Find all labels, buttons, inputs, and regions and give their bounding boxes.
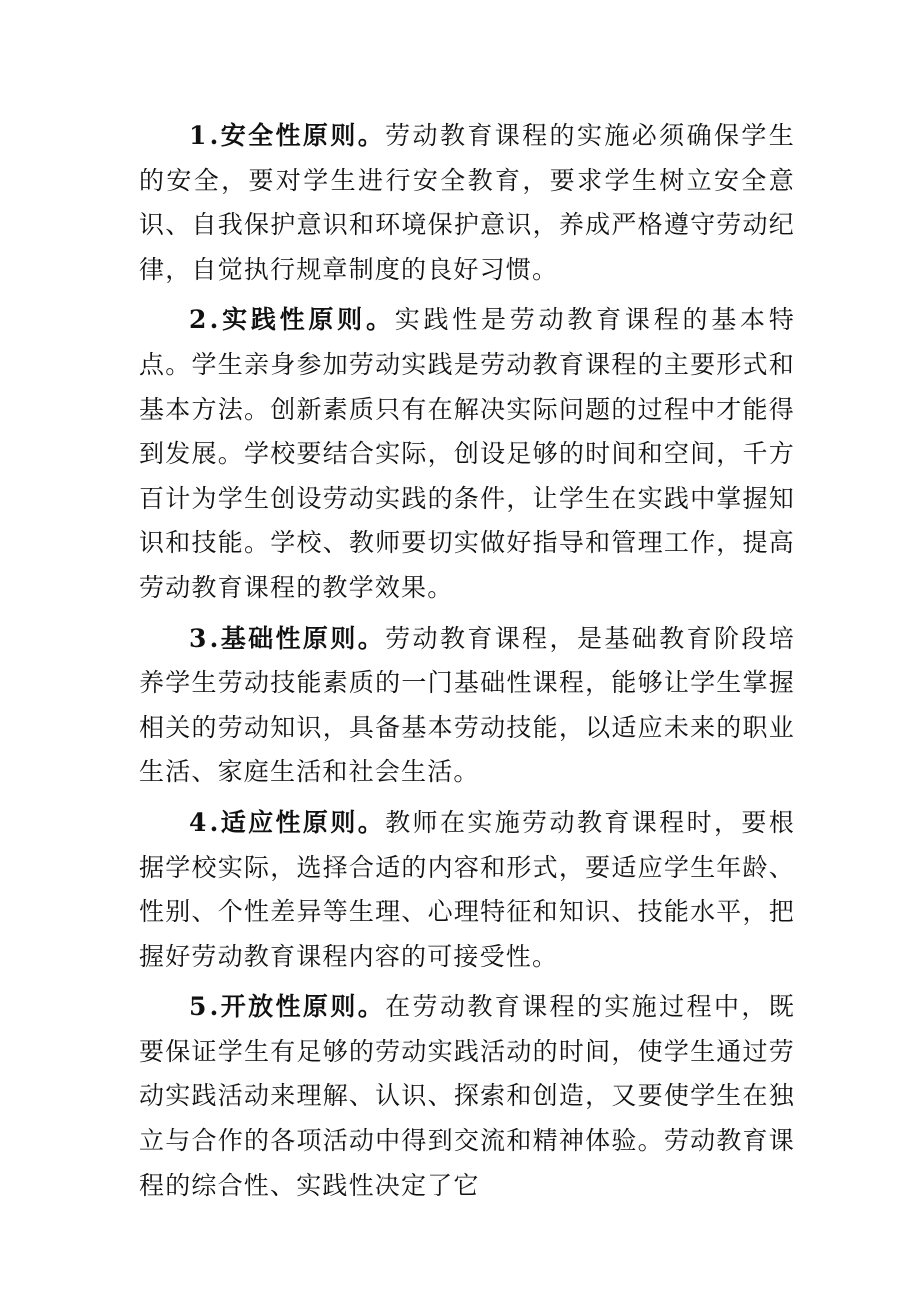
principle-number: 3 xyxy=(189,623,208,653)
principle-paragraph-3 xyxy=(139,617,795,795)
principle-body: 劳动教育课程的实施必须确保学生的安全，要对学生进行安全教育，要求学生树立安全意识、自我保护意识和环境保护意识，养成严格遵守劳动纪律，自觉执行规章制度的良好习惯。 xyxy=(139,121,795,284)
principle-number: 1 xyxy=(189,121,208,150)
principle-number: 2 xyxy=(189,305,208,335)
principle-body: 劳动教育课程，是基础教育阶段培养学生劳动技能素质的一门基础性课程，能够让学生掌握相关的劳动知识，具备基本劳动技能，以适应未来的职业生活、家庭生活和社会生活。 xyxy=(139,623,795,787)
principle-heading: .开放性原则。 xyxy=(209,992,386,1022)
document-page xyxy=(139,114,795,1214)
principle-number: 4 xyxy=(189,807,208,837)
principle-paragraph-2 xyxy=(139,298,795,610)
principle-number: 5 xyxy=(189,992,208,1022)
principle-paragraph-1 xyxy=(139,114,795,292)
principle-paragraph-5 xyxy=(139,985,795,1208)
principle-heading: .基础性原则。 xyxy=(209,623,386,653)
principle-heading: .安全性原则。 xyxy=(209,121,386,150)
principle-body: 教师在实施劳动教育课程时，要根据学校实际，选择合适的内容和形式，要适应学生年龄、性别、个性差异等生理、心理特征和知识、技能水平，把握好劳动教育课程内容的可接受性。 xyxy=(139,807,795,971)
principle-body: 实践性是劳动教育课程的基本特点。学生亲身参加劳动实践是劳动教育课程的主要形式和基本方法。创新素质只有在解决实际问题的过程中才能得到发展。学校要结合实际，创设足够的时间和空间，千方百计为学生创设劳动实践的条件，让学生在实践中掌握知识和技能。学校、教师要切实做好指导和管理工作，提高劳动教育课程的教学效果。 xyxy=(139,305,795,602)
principle-paragraph-4 xyxy=(139,801,795,979)
principle-heading: .实践性原则。 xyxy=(209,305,395,335)
principle-body: 在劳动教育课程的实施过程中，既要保证学生有足够的劳动实践活动的时间，使学生通过劳动实践活动来理解、认识、探索和创造，又要使学生在独立与合作的各项活动中得到交流和精神体验。劳动教育课程的综合性、实践性决定了它 xyxy=(139,992,795,1200)
principle-heading: .适应性原则。 xyxy=(209,807,386,837)
